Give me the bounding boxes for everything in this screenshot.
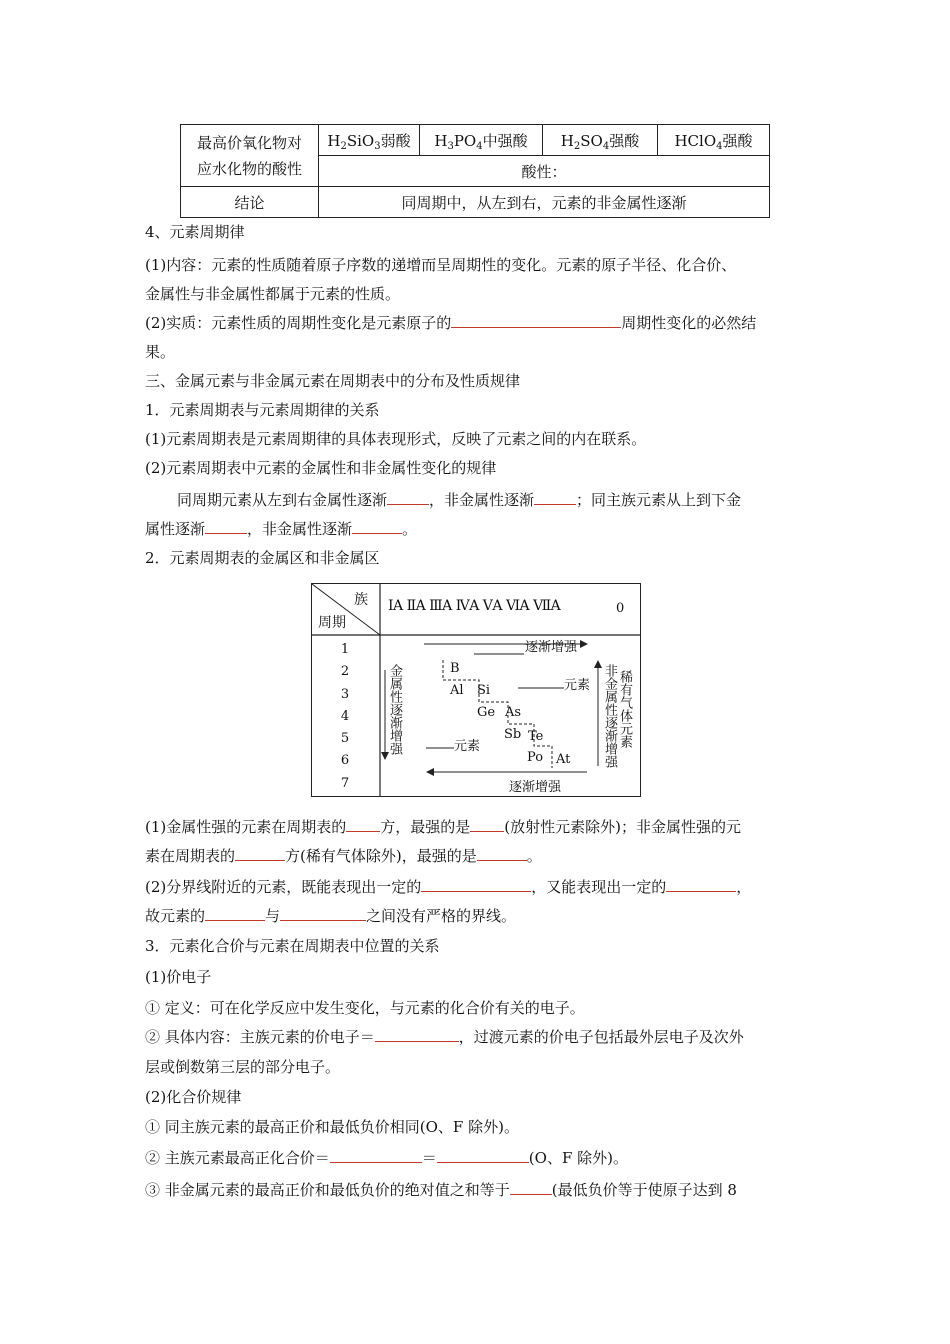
acid-cell-2: $H_3PO_4$中强酸 <box>420 125 543 156</box>
period-7: 7 <box>340 775 350 791</box>
blank-field[interactable] <box>666 877 736 892</box>
period-6: 6 <box>340 753 350 769</box>
valence-content-line1: ② 具体内容：主族元素的价电子＝ ，过渡元素的价电子包括最外层电子及次外 <box>145 1028 744 1046</box>
nonmetal-blank-label: 元素 <box>564 678 591 693</box>
subheading-1: 1．元素周期表与元素周期律的关系 <box>145 401 380 419</box>
valence-heading: (1)价电子 <box>145 968 212 986</box>
blank-field[interactable] <box>235 846 285 861</box>
blank-field[interactable] <box>534 490 576 505</box>
essence-line2: 果。 <box>145 343 176 361</box>
essence-line: (2)实质：元素性质的周期性变化是元素原子的 周期性变化的必然结 <box>145 314 757 332</box>
bottom-arrow-label: 逐渐增强 <box>509 780 562 795</box>
q2-line2: 故元素的 与 之间没有严格的界线。 <box>145 907 517 925</box>
blank-field[interactable] <box>451 313 621 328</box>
blank-field[interactable] <box>375 1027 459 1042</box>
header-zu: 族 <box>354 592 368 608</box>
blank-field[interactable] <box>470 817 504 832</box>
valence-definition: ① 定义：可在化学反应中发生变化，与元素的化合价有关的电子。 <box>145 999 585 1017</box>
element-Po: Po <box>527 750 544 765</box>
element-As: As <box>505 705 522 720</box>
blank-field[interactable] <box>205 519 247 534</box>
blank-field[interactable] <box>510 1180 552 1195</box>
element-Te: Te <box>528 729 544 744</box>
q1-line1: (1)金属性强的元素在周期表的 方，最强的是 (放射性元素除外)；非金属性强的元 <box>145 818 741 836</box>
blank-field[interactable] <box>352 519 402 534</box>
group-labels: ⅠA ⅡA ⅢA ⅣA ⅤA ⅥA ⅦA <box>388 598 561 614</box>
acid-cell-3: $H_2SO_4$强酸 <box>543 125 658 156</box>
acid-cell-1: $H_2SiO_3$弱酸 <box>319 125 420 156</box>
blank-field[interactable] <box>330 1148 422 1163</box>
period-1: 1 <box>340 642 350 657</box>
element-Sb: Sb <box>504 727 522 742</box>
q2-line1: (2)分界线附近的元素，既能表现出一定的 ，又能表现出一定的 ， <box>145 878 752 896</box>
blank-field[interactable] <box>437 1148 529 1163</box>
element-Al: Al <box>450 683 464 698</box>
relation-line: (1)元素周期表是元素周期律的具体表现形式，反映了元素之间的内在联系。 <box>145 430 647 448</box>
period-4: 4 <box>340 708 350 724</box>
period-numbers <box>340 639 350 795</box>
element-B: B <box>450 661 460 676</box>
acidity-row-label <box>181 125 319 187</box>
rule-1: ① 同主族元素的最高正价和最低负价相同(O、F 除外)。 <box>145 1118 519 1136</box>
period-2: 2 <box>340 664 350 680</box>
element-Si: Si <box>477 683 491 698</box>
group-zero: 0 <box>616 601 625 616</box>
section-three-heading: 三、金属元素与非金属元素在周期表中的分布及性质规律 <box>145 372 521 390</box>
acidity-result-cell: 酸性： <box>319 156 770 187</box>
blank-field[interactable] <box>280 906 366 921</box>
rule-2: ② 主族元素最高正化合价＝ ＝ (O、F 除外)。 <box>145 1149 628 1167</box>
valence-content-line2: 层或倒数第三层的部分电子。 <box>145 1058 341 1076</box>
conclusion-label: 结论 <box>181 187 319 218</box>
rule-3: ③ 非金属元素的最高正价和最低负价的绝对值之和等于 (最低负价等于使原子达到 8 <box>145 1181 737 1199</box>
blank-field[interactable] <box>421 877 531 892</box>
periodic-table-diagram <box>311 583 641 797</box>
content-line1: (1)内容：元素的性质随着原子序数的递增而呈周期性的变化。元素的原子半径、化合价、 <box>145 256 737 274</box>
header-zhouqi: 周期 <box>318 615 346 631</box>
content-line2: 金属性与非金属性都属于元素的性质。 <box>145 285 401 303</box>
blank-field[interactable] <box>205 906 265 921</box>
rule-heading: (2)元素周期表中元素的金属性和非金属性变化的规律 <box>145 459 497 477</box>
metal-increase-label: 金属性逐渐增强 <box>387 664 402 755</box>
acid-cell-4: HClO$_4$强酸 <box>658 125 770 156</box>
subheading-3: 3．元素化合价与元素在周期表中位置的关系 <box>145 937 440 955</box>
subheading-2: 2．元素周期表的金属区和非金属区 <box>145 549 380 567</box>
noble-gas-label: 稀有气体元素 <box>617 670 632 748</box>
q1-line2: 素在周期表的 方(稀有气体除外)，最强的是 。 <box>145 847 542 865</box>
top-arrow-label: 逐渐增强 <box>525 640 578 655</box>
nonmetal-increase-label: 非金属性逐渐增强 <box>602 664 617 768</box>
acidity-table <box>180 124 770 218</box>
period-3: 3 <box>340 686 350 702</box>
blank-field[interactable] <box>387 490 429 505</box>
metal-blank-label: 元素 <box>454 739 481 754</box>
element-Ge: Ge <box>477 705 496 720</box>
valence-rules-heading: (2)化合价规律 <box>145 1088 242 1106</box>
blank-field[interactable] <box>346 817 380 832</box>
blank-field[interactable] <box>477 846 527 861</box>
rule-line1: 同周期元素从左到右金属性逐渐 ，非金属性逐渐 ；同主族元素从上到下金 <box>177 491 742 509</box>
row-label-line1: 最高价氧化物对 <box>196 133 302 152</box>
conclusion-text: 同周期中，从左到右，元素的非金属性逐渐 <box>319 187 770 218</box>
rule-line2: 属性逐渐 ，非金属性逐渐 。 <box>145 520 418 538</box>
row-label-line2: 应水化物的酸性 <box>196 159 302 178</box>
diagram-lines <box>312 584 640 796</box>
heading-periodic-law: 4、元素周期律 <box>145 223 245 241</box>
period-5: 5 <box>340 731 350 747</box>
element-At: At <box>556 752 571 767</box>
